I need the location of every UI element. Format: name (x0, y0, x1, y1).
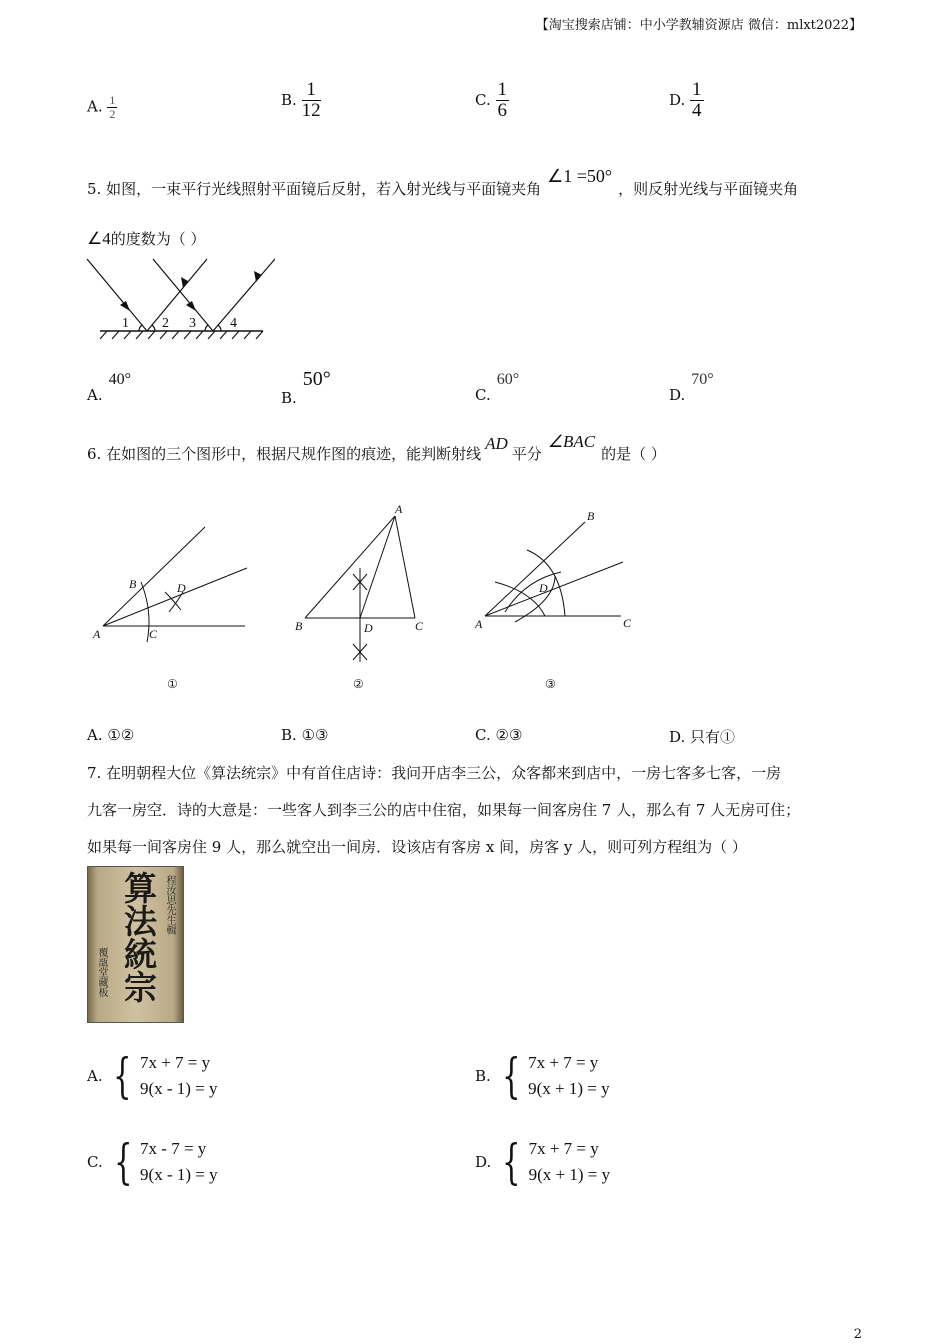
equation-2: 9(x - 1) = y (139, 1079, 218, 1098)
equation-system (496, 1048, 610, 1104)
option-label: A. (87, 97, 103, 116)
q5-option-b[interactable] (281, 368, 331, 407)
angle-arc-1 (139, 325, 142, 331)
option-label: B. (475, 1067, 491, 1085)
q5-stem-cont: ∠4的度数为（ ） (87, 229, 206, 248)
fraction: $\frac{1}{2}$ (109, 93, 116, 121)
q6-construction-figures (85, 500, 645, 700)
figure-3 (485, 522, 623, 622)
equation-system (496, 1134, 611, 1190)
option-value: 50° (302, 368, 331, 390)
mirror-reflection-figure (85, 255, 275, 345)
fig3-label-a: A (475, 617, 483, 631)
fraction: $\frac{1}{12}$ (301, 79, 321, 121)
option-label: B. (281, 90, 297, 109)
fig3-caption: ③ (545, 677, 556, 691)
figure-1 (103, 527, 247, 642)
equation-2: 9(x - 1) = y (140, 1165, 218, 1184)
fig2-label-c: C (415, 619, 424, 633)
fig1-label-a: A (93, 627, 101, 641)
equation-2: 9(x + 1) = y (528, 1165, 611, 1184)
arrow-head (120, 301, 130, 311)
fig3-label-d: D (539, 581, 548, 595)
fig3-label-c: C (623, 616, 632, 630)
equation-1: 7x - 7 = y (140, 1139, 207, 1158)
book-author: 程汝思先生輯 (164, 875, 175, 935)
q7-option-c[interactable] (87, 1134, 218, 1190)
option-value: 70° (691, 371, 714, 388)
ray-ad: AD (485, 434, 508, 453)
option-label: A. (87, 1067, 103, 1085)
angle-1-value: ∠1 =50° (547, 166, 613, 186)
fraction: $\frac{1}{6}$ (497, 79, 507, 121)
q7-stem-line-3: 如果每一间客房住 9 人，那么就空出一间房．设该店有客房 x 间，房客 y 人，则可列方程组为（ ） (87, 838, 747, 856)
book-cover-image (87, 866, 184, 1023)
angle-label-4: 4 (230, 316, 237, 331)
q6-option-a[interactable]: A. ①② (87, 726, 135, 744)
brace-icon: { (113, 1134, 132, 1190)
angle-arc-3 (205, 325, 208, 331)
brace-icon: { (501, 1048, 521, 1104)
equation-1: 7x + 7 = y (528, 1139, 599, 1158)
q4-option-c[interactable] (475, 80, 509, 122)
option-label: C. (475, 386, 491, 404)
book-publisher: 覆瓿堂藏板 (96, 947, 107, 997)
arrow-head (254, 271, 262, 282)
q4-option-d[interactable] (669, 80, 704, 122)
q6-option-b[interactable]: B. ①③ (281, 726, 329, 744)
q5-option-c[interactable] (475, 370, 520, 404)
angle-arc-2 (152, 325, 155, 331)
fig1-label-b: B (129, 577, 137, 591)
q5-stem: 5. 如图，一束平行光线照射平面镜后反射，若入射光线与平面镜夹角∠1 =50°，则反射光线与平面镜夹角 (87, 166, 799, 198)
option-value: 60° (496, 371, 520, 388)
brace-icon: { (502, 1134, 521, 1190)
q7-option-a[interactable] (87, 1048, 218, 1104)
page-header: 【淘宝搜索店铺：中小学教辅资源店 微信：mlxt2022】 (535, 18, 862, 33)
fraction: $\frac{1}{4}$ (692, 79, 702, 121)
arrow-head (186, 301, 196, 311)
incident-ray-1 (87, 259, 147, 331)
brace-icon: { (113, 1048, 132, 1104)
equation-system (107, 1048, 218, 1104)
equation-2: 9(x + 1) = y (528, 1079, 610, 1098)
page-number: 2 (853, 1327, 862, 1342)
q7-option-d[interactable] (475, 1134, 611, 1190)
q6-stem: 6. 在如图的三个图形中，根据尺规作图的痕迹，能判断射线AD平分∠BAC的是（ ） (87, 432, 666, 463)
option-label: A. (87, 386, 103, 404)
fig2-label-b: B (295, 619, 303, 633)
option-value: 40° (108, 371, 132, 388)
option-label: B. (281, 389, 297, 407)
q6-option-d[interactable]: D. 只有① (669, 728, 736, 746)
equation-system (108, 1134, 218, 1190)
fig2-caption: ② (353, 677, 364, 691)
q6-option-c[interactable]: C. ②③ (475, 726, 523, 744)
q5-option-d[interactable] (669, 370, 714, 404)
q7-stem-line-2: 九客一房空．诗的大意是：一些客人到李三公的店中住宿，如果每一间客房住 7 人，那么有 7 人无房可住； (87, 801, 801, 819)
fig2-label-d: D (364, 621, 373, 635)
equation-1: 7x + 7 = y (528, 1053, 599, 1072)
fig1-label-d: D (177, 581, 186, 595)
q5-option-a[interactable] (87, 370, 132, 404)
q4-option-a[interactable] (87, 94, 117, 121)
reflected-ray-2 (213, 259, 275, 331)
option-label: C. (475, 90, 491, 109)
option-label: D. (669, 386, 686, 404)
angle-arc-4 (218, 325, 221, 331)
figure-2 (305, 516, 415, 662)
angle-4: ∠4 (87, 229, 111, 248)
angle-label-3: 3 (189, 316, 196, 331)
fig3-label-b: B (587, 509, 595, 523)
fig1-label-c: C (149, 627, 158, 641)
option-label: D. (475, 1153, 492, 1171)
equation-1: 7x + 7 = y (139, 1053, 211, 1072)
book-title: 算法統宗 (119, 871, 158, 1003)
fig2-label-a: A (395, 502, 403, 516)
reflected-ray-1 (147, 259, 207, 331)
option-label: C. (87, 1153, 103, 1171)
q7-option-b[interactable] (475, 1048, 610, 1104)
angle-label-2: 2 (162, 316, 169, 331)
q7-stem-line-1: 7. 在明朝程大位《算法统宗》中有首住店诗：我问开店李三公，众客都来到店中，一房七客多七客，一房 (87, 764, 782, 782)
fig1-caption: ① (167, 677, 178, 691)
q4-option-b[interactable] (281, 80, 321, 122)
angle-bac: ∠BAC (547, 432, 596, 451)
option-label: D. (669, 90, 686, 109)
angle-label-1: 1 (122, 316, 129, 331)
mirror-hatching (100, 331, 263, 339)
